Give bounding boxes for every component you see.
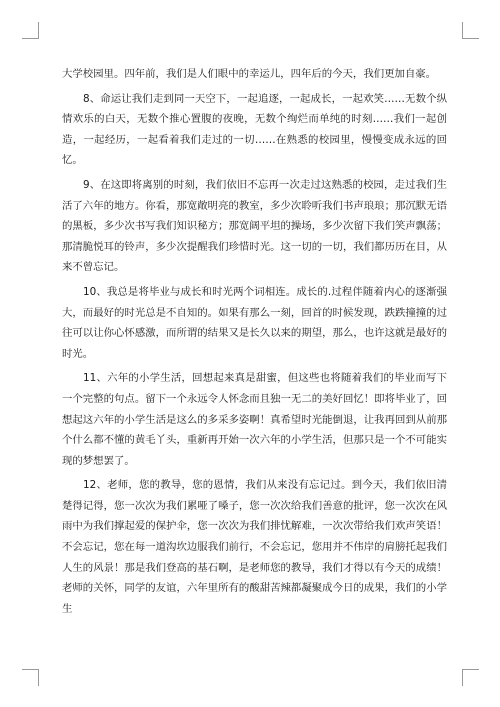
crop-mark-bottom-right: [462, 669, 479, 686]
crop-mark-bottom-left: [22, 669, 39, 686]
crop-mark-top-left: [22, 22, 39, 39]
paragraph-11: 11、六年的小学生活，回想起来真是甜蜜，但这些也将随着我们的毕业而写下一个完整的句点。留下一个永远令人怀念而且独一无二的美好回忆！即将毕业了，回想起这六年的小学生活是这么的多采多姿啊！真希望时光能倒退，让我再回到从前那个什么都不懂的黄毛丫头，重新再开始一次六年的小学生活，但那只是一个不可能实现的梦想罢了。: [62, 372, 447, 467]
paragraph-10: 10、我总是将毕业与成长和时光两个词相连。成长的.过程伴随着内心的逐渐强大，而最好的时光总是不自知的。如果有那么一刻，回首的时候发现，跌跌撞撞的过往可以让你心怀感激，而所谓的结果又是长久以来的期望，那么，也许这就是最好的时光。: [62, 285, 447, 360]
paragraph-12: 12、老师，您的教导，您的恩情，我们从来没有忘记过。到今天，我们依旧清楚得记得，您一次次为我们累哑了嗓子，您一次次给我们善意的批评，您一次次在风雨中为我们撑起爱的保护伞，您一次次为我们排忧解难，一次次带给我们欢声笑语！不会忘记，您在每一道沟坎边服我们前行，不会忘记，您用并不伟岸的肩膀托起我们人生的风景！那是我们登高的基石啊，是老师您的教导，我们才得以有今天的成绩！老师的关怀，同学的友谊，六年里所有的酸甜苦辣都凝聚成今日的成果，我们的小学生: [62, 479, 447, 615]
paragraph-continuation: 大学校园里。四年前，我们是人们眼中的幸运儿，四年后的今天，我们更加自豪。: [62, 68, 437, 80]
crop-mark-top-right: [462, 22, 479, 39]
paragraph-8: 8、命运让我们走到同一天空下，一起追逐，一起成长，一起欢笑……无数个纵情欢乐的白天，无数个推心置腹的夜晚，无数个绚烂而单纯的时刻……我们一起创造，一起经历，一起看着我们走过的一切……在熟悉的校园里，慢慢变成永远的回忆。: [62, 92, 447, 167]
document-body: [62, 64, 447, 619]
paragraph-9: 9、在这即将离别的时刻，我们依旧不忘再一次走过这熟悉的校园，走过我们生活了六年的地方。你看，那宽敞明亮的教室，多少次聆听我们书声琅琅；那沉默无语的黑板，多少次书写我们知识秘方；那宽阔平坦的操场，多少次留下我们笑声飘荡；那清脆悦耳的铃声，多少次提醒我们珍惜时光。这一切的一切，我们都历历在目，从来不曾忘记。: [62, 178, 447, 274]
